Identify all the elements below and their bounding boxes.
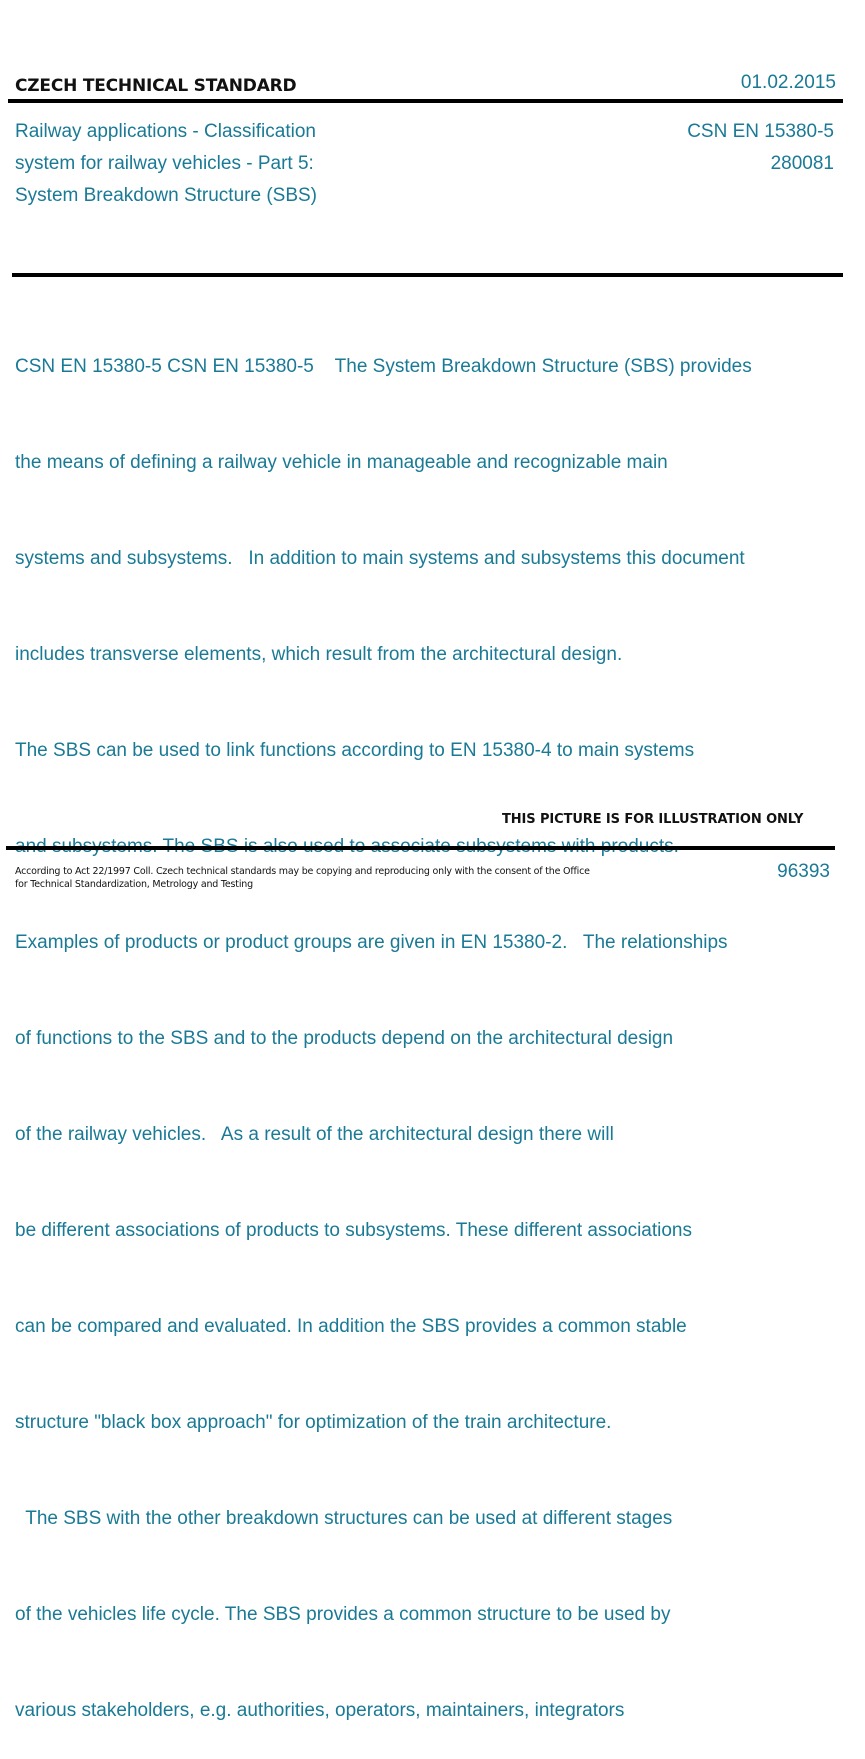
abstract-line: structure "black box approach" for optimization of the train architecture. xyxy=(15,1412,612,1433)
abstract-line: be different associations of products to subsystems. These different associations xyxy=(15,1220,692,1241)
abstract-line: The SBS with the other breakdown structures can be used at different stages xyxy=(15,1508,673,1529)
legal-notice xyxy=(15,865,590,891)
abstract-line: of the railway vehicles. As a result of the architectural design there will xyxy=(15,1124,614,1145)
standard-title-line: Railway applications - Classification xyxy=(15,121,316,142)
standard-title-line: System Breakdown Structure (SBS) xyxy=(15,185,317,206)
standard-title xyxy=(15,116,317,212)
footer-divider xyxy=(6,846,835,850)
legal-notice-line: According to Act 22/1997 Coll. Czech technical standards may be copying and reproducing only with the consent of the Office xyxy=(15,866,590,877)
abstract-line: CSN EN 15380-5 CSN EN 15380-5 The System Breakdown Structure (SBS) provides xyxy=(15,356,752,377)
standard-header-title: CZECH TECHNICAL STANDARD xyxy=(15,76,297,96)
illustration-disclaimer: THIS PICTURE IS FOR ILLUSTRATION ONLY xyxy=(502,812,804,827)
abstract-line: various stakeholders, e.g. authorities, operators, maintainers, integrators xyxy=(15,1700,625,1721)
abstract-line: the means of defining a railway vehicle in manageable and recognizable main xyxy=(15,452,668,473)
abstract-line: of the vehicles life cycle. The SBS provides a common structure to be used by xyxy=(15,1604,671,1625)
abstract-line: systems and subsystems. In addition to main systems and subsystems this document xyxy=(15,548,745,569)
abstract-line: can be compared and evaluated. In addition the SBS provides a common stable xyxy=(15,1316,687,1337)
abstract-line: includes transverse elements, which result from the architectural design. xyxy=(15,644,623,665)
legal-notice-line: for Technical Standardization, Metrology and Testing xyxy=(15,879,253,890)
abstract-text xyxy=(15,287,860,1759)
abstract-line: The SBS can be used to link functions according to EN 15380-4 to main systems xyxy=(15,740,695,761)
publication-date: 01.02.2015 xyxy=(740,72,836,93)
document-number: 96393 xyxy=(777,861,830,882)
abstract-line: of functions to the SBS and to the products depend on the architectural design xyxy=(15,1028,674,1049)
title-divider xyxy=(12,273,843,277)
abstract-line: Examples of products or product groups are given in EN 15380-2. The relationships xyxy=(15,932,728,953)
standard-code: CSN EN 15380-5 xyxy=(687,121,834,142)
standard-number: 280081 xyxy=(770,153,834,174)
standard-identifiers xyxy=(687,116,834,180)
standard-title-line: system for railway vehicles - Part 5: xyxy=(15,153,314,174)
header-divider xyxy=(8,99,843,103)
